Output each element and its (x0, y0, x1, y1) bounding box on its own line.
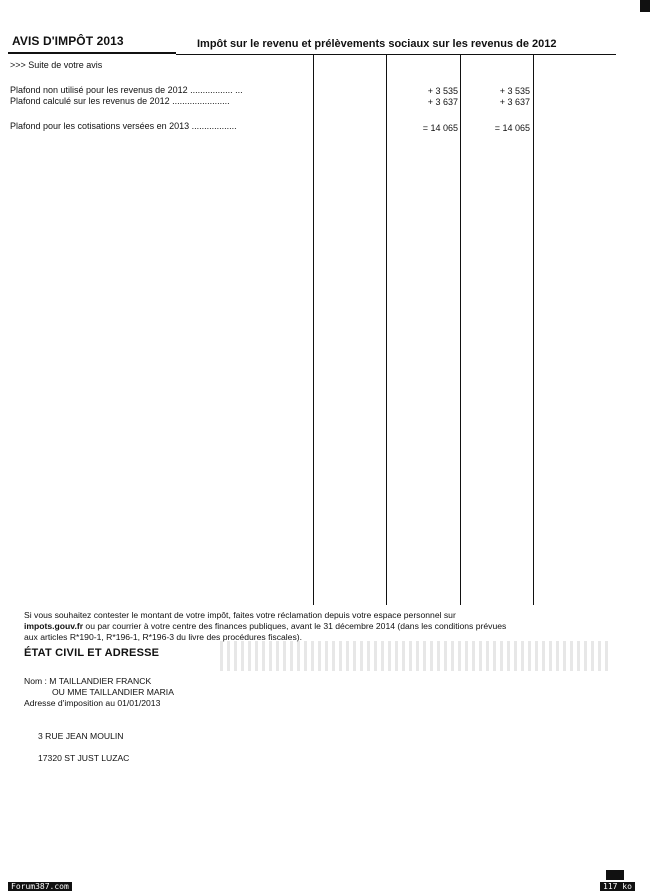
table-row-label: Plafond pour les cotisations versées en 2013 .................. (10, 121, 237, 131)
table-cell-value: + 3 637 (427, 97, 458, 107)
table-cell-value: = 14 065 (494, 123, 530, 133)
scan-redaction-noise (220, 641, 610, 671)
table-cell-value: + 3 535 (499, 86, 530, 96)
header-rule (176, 54, 616, 55)
watermark-left: Forum387.com (8, 882, 72, 891)
table-row-label: Plafond calculé sur les revenus de 2012 ....................... (10, 96, 230, 106)
taxpayer-name-line: Nom : M TAILLANDIER FRANCK (24, 676, 152, 686)
contest-notice-line: aux articles R*190-1, R*196-1, R*196-3 du livre des procédures fiscales). (24, 632, 303, 642)
continuation-label: >>> Suite de votre avis (10, 60, 103, 70)
contest-notice (24, 610, 596, 643)
section-heading: ÉTAT CIVIL ET ADRESSE (24, 647, 160, 659)
table-cell-value: = 14 065 (422, 123, 458, 133)
address-line: 17320 ST JUST LUZAC (38, 753, 130, 763)
address-line: 3 RUE JEAN MOULIN (38, 731, 124, 741)
table-cell-value: + 3 535 (427, 86, 458, 96)
scan-corner-mark (640, 0, 650, 12)
table-column-rule (460, 55, 461, 605)
contest-notice-line (24, 621, 596, 632)
table-column-rule (386, 55, 387, 605)
taxpayer-name (24, 676, 174, 709)
taxpayer-name-line: OU MME TAILLANDIER MARIA (52, 687, 174, 697)
document-subtitle: Impôt sur le revenu et prélèvements sociaux sur les revenus de 2012 (197, 38, 557, 50)
table-column-rule (533, 55, 534, 605)
watermark-right: 117 ko (600, 882, 635, 891)
contest-notice-text: ou par courrier à votre centre des finances publiques, avant le 31 décembre 2014 (dans les conditions prévues (83, 621, 507, 631)
contest-notice-line: Si vous souhaitez contester le montant de votre impôt, faites votre réclamation depuis votre espace personnel sur (24, 610, 456, 620)
table-row-label: Plafond non utilisé pour les revenus de 2012 ................. ... (10, 85, 243, 95)
address-label: Adresse d'imposition au 01/01/2013 (24, 698, 161, 708)
scan-corner-mark (606, 870, 624, 880)
table-cell-value: + 3 637 (499, 97, 530, 107)
document-title: AVIS D'IMPÔT 2013 (12, 34, 124, 48)
title-underline (8, 52, 176, 54)
website-link[interactable]: impots.gouv.fr (24, 621, 84, 631)
table-column-rule (313, 55, 314, 605)
